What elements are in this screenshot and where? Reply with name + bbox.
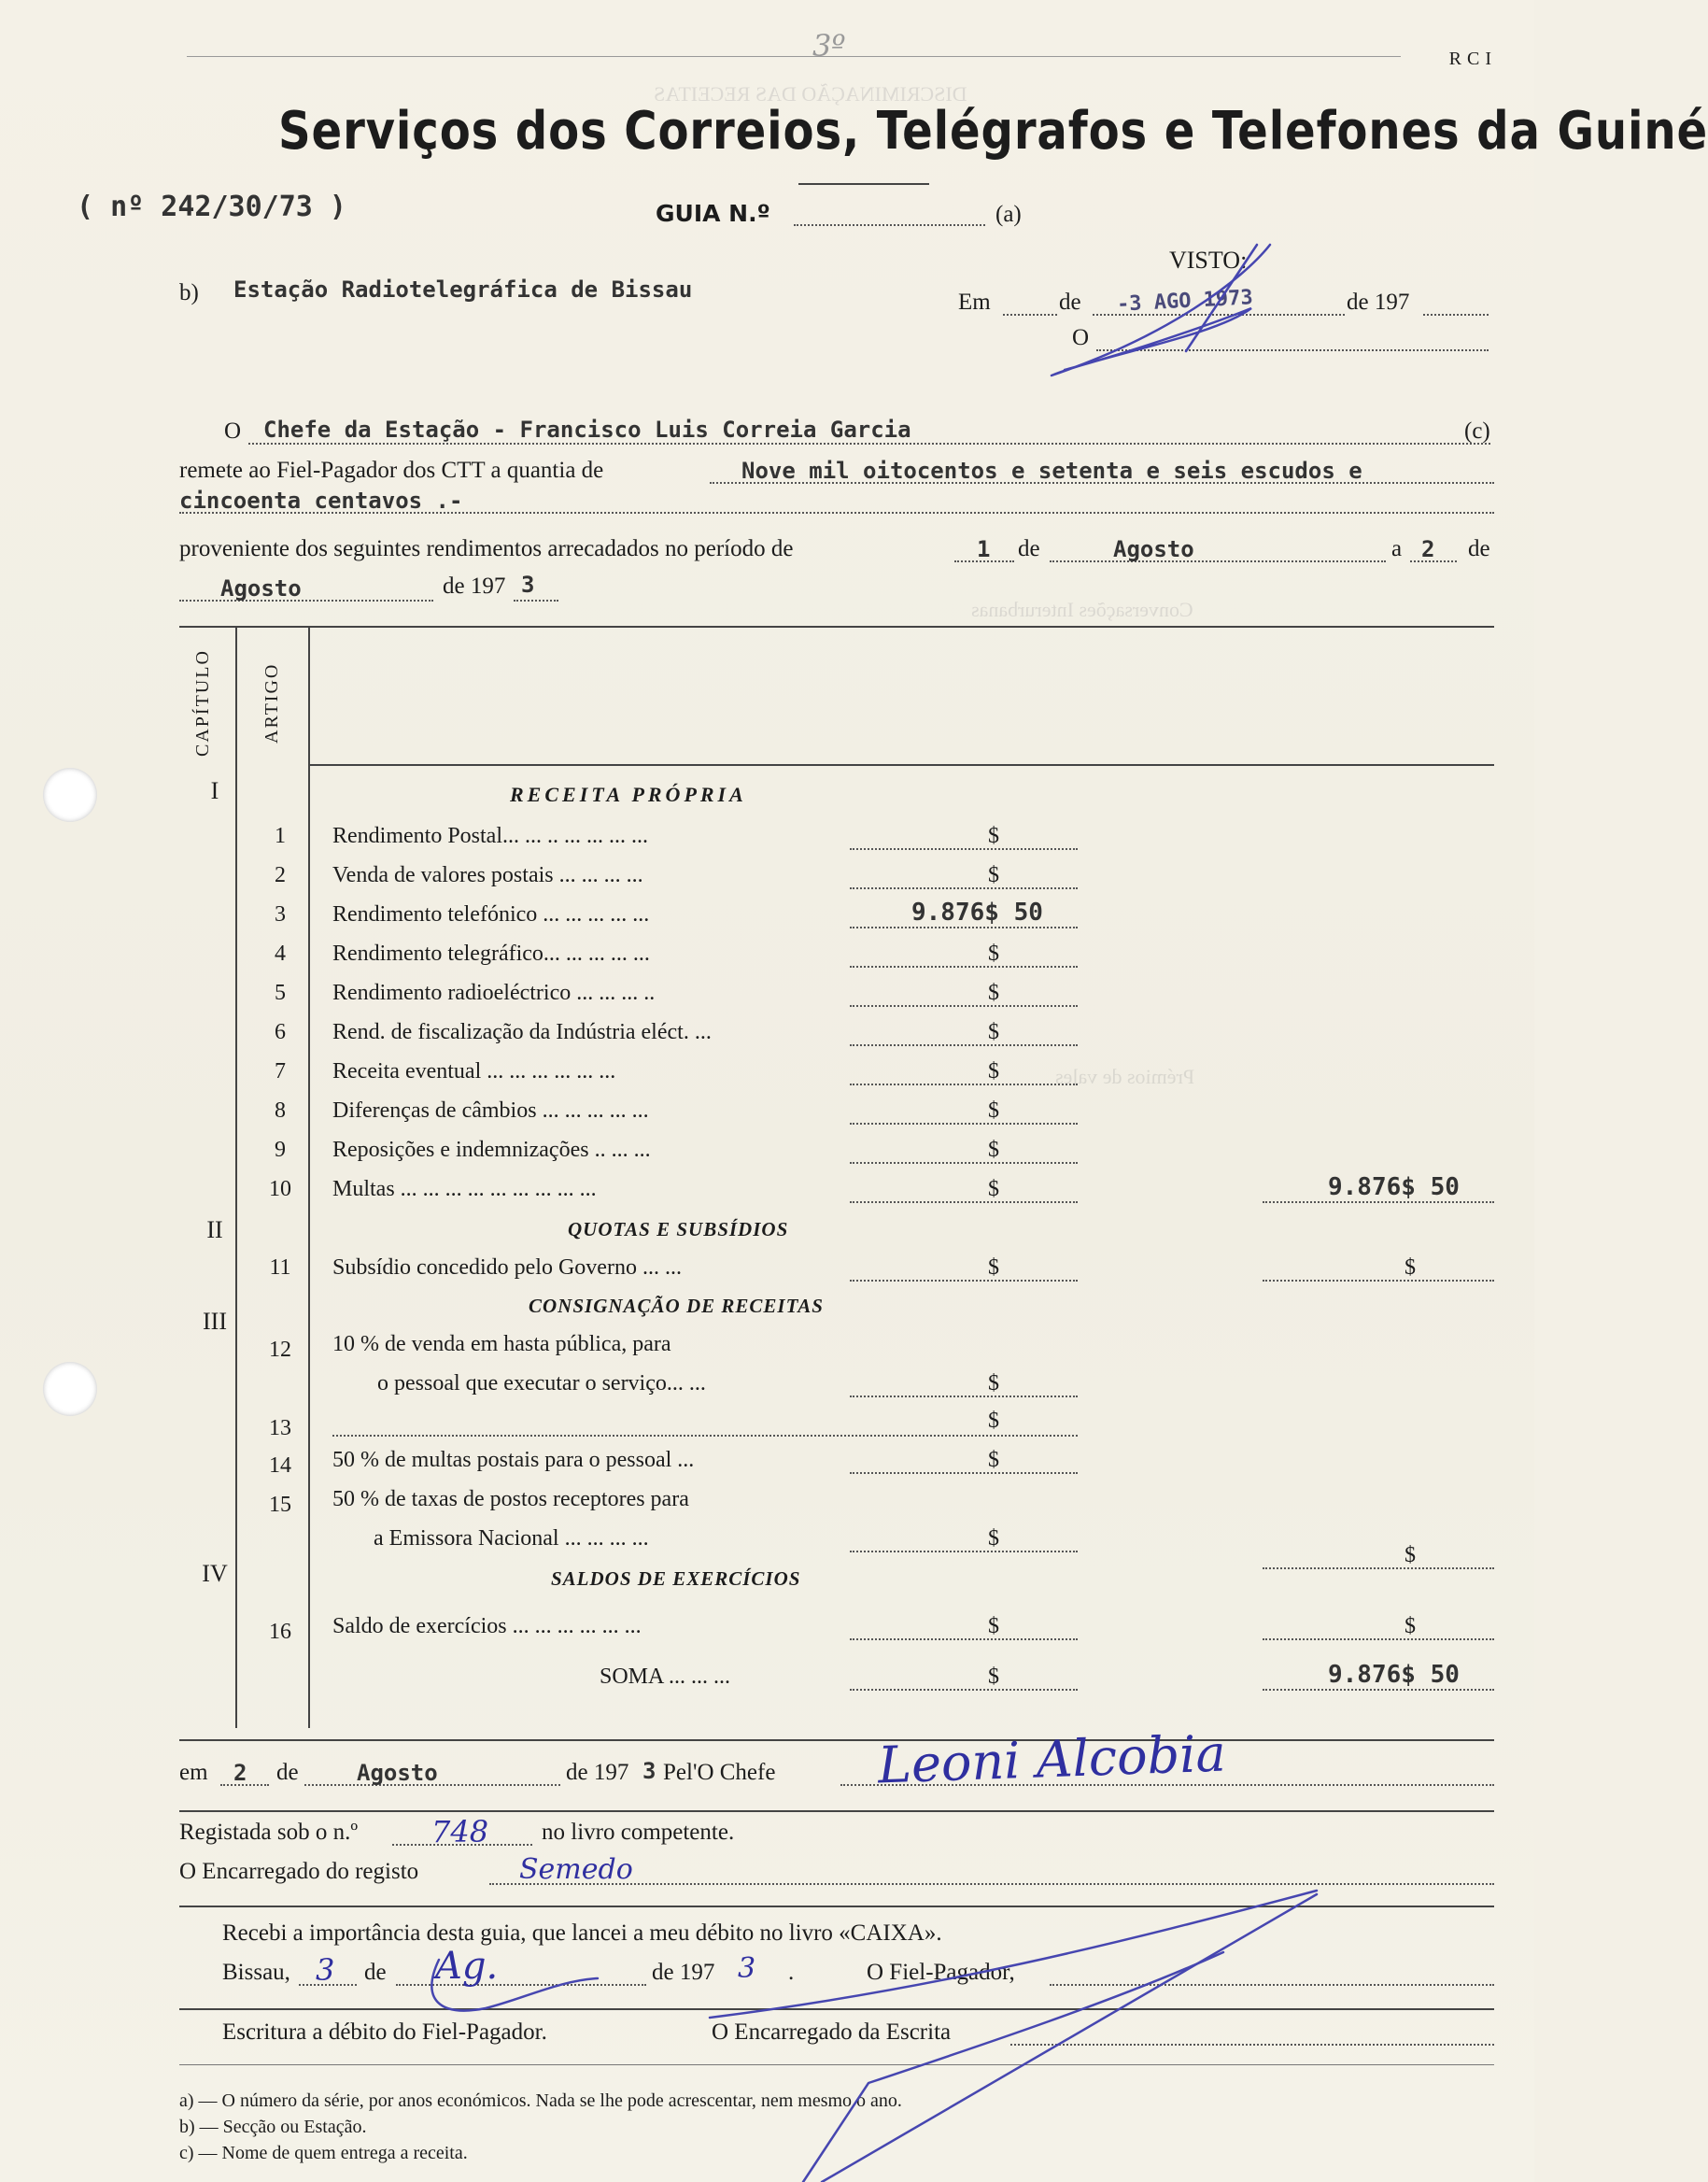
registo-suffix: no livro competente.: [542, 1820, 735, 1845]
row-label: Rendimento radioeléctrico ... ... ... ..: [332, 981, 656, 1005]
row-label: Rend. de fiscalização da Indústria eléct. ...: [332, 1020, 712, 1044]
reference-number: ( nº 242/30/73 ): [77, 191, 346, 223]
guia-note: (a): [995, 202, 1022, 227]
visto-label: VISTO:: [1169, 247, 1248, 274]
guia-label: GUIA N.º: [656, 200, 770, 227]
sender-o-label: O: [224, 418, 242, 444]
amount-words-line1: Nove mil oitocentos e setenta e seis escudos e: [741, 458, 1362, 484]
recebi-month-stroke: [431, 1960, 598, 2011]
row-number: 10: [269, 1177, 291, 1201]
row-number: 1: [275, 824, 286, 848]
row-number: 14: [269, 1453, 291, 1478]
form-code: RCI: [1448, 49, 1497, 69]
footnote-c: c) — Nome de quem entrega a receita.: [179, 2143, 468, 2163]
sig-em-label: em: [179, 1760, 208, 1785]
row-currency: $: [988, 1059, 999, 1084]
footnote-a: a) — O número da série, por anos económicos. Nada se lhe pode acrescentar, nem mesmo o ano.: [179, 2090, 902, 2111]
row-number: 5: [275, 981, 286, 1005]
escritura-left: Escritura a débito do Fiel-Pagador.: [222, 2019, 547, 2045]
bleed-through-text: Prémios de vales: [1055, 1065, 1195, 1088]
row-label: Diferenças de câmbios ... ... ... ... ...: [332, 1098, 649, 1123]
registo-number: 748: [431, 1814, 489, 1849]
row-label: 50 % de taxas de postos receptores para: [332, 1487, 689, 1511]
period-a-label: a: [1391, 536, 1403, 561]
row-label: Receita eventual ... ... ... ... ... ...: [332, 1059, 616, 1084]
fiel-pagador-label: O Fiel-Pagador,: [867, 1960, 1015, 1985]
row-label: Rendimento telegráfico... ... ... ... ...: [332, 942, 650, 966]
row-label: Multas ... ... ... ... ... ... ... ... ...: [332, 1177, 597, 1201]
chapter-I: I: [210, 777, 219, 804]
chapter-II: II: [206, 1216, 223, 1243]
visto-em-label: Em: [958, 290, 991, 315]
row-number: 4: [275, 942, 286, 966]
sender-value: Chefe da Estação - Francisco Luis Correia Garcia: [263, 417, 911, 443]
recebi-de-label: de: [364, 1960, 387, 1985]
corner-mark: 3º: [812, 28, 846, 64]
chapter-IV: IV: [202, 1560, 228, 1587]
row-currency: $: [988, 1098, 999, 1123]
section-receita-propria: RECEITA PRÓPRIA: [510, 783, 747, 806]
document-page: DISCRIMINAÇÃO DAS RECEITAS Conversações Interurbanas Prémios de vales 3º RCI Serviços dos Correios, Telégrafos e Telefones da Guiné ( nº 242/30/73 ) GUIA N.º (a) VISTO: Em de -3 AGO 1973 de 197 O b) Estação Radiotelegráfica de Bissau O Chefe da Estação - Francisco Luis Correia Garcia (c) remete ao Fiel-Pagador dos CTT a quantia de Nove mil oitocentos e setenta e seis escudos e cincoenta centavos .- proveniente dos seguintes rendimentos arrecadados no período de 1 de Agosto a 2 de Agosto de 197 3 CAPÍTULO ARTIGO I II III IV RECEITA PRÓPRIA QUOTAS E SUBSÍDIOS CONSIGNAÇÃO DE RECEITAS SALDOS DE EXERCÍCIOS 1 Rendimento Postal... ... .. ... ... ... ... $ 2 Venda de valores postais ... ... ... ... $ 3 Rendimento telefónico ... ... ... ... ... 9.876$ 50 4 Rendimento telegráfico... ... ... ... ... $ 5 Rendimento radioeléctrico ... ... ... .. $ 6 Rend. de fiscalização da Indústria eléct. ... $ 7 Receita eventual ... ... ... ... ... ... $ 8 Diferenças de câmbios ... ... ... ... ... $ 9 Reposições e indemnizações .. ... ... $ 10 Multas ... ... ... ... ... ... ... ... ... $ 9.876$ 50 11 Subsídio concedido pelo Governo ... ... $ $ 12 10 % de venda em hasta pública, para o pessoal que executar o serviço... ... $ 13 $ 14 50 % de multas postais para o pessoal ... $ 15 50 % de taxas de postos receptores para a Emissora Nacional ... ... ... ... $ $ 16 Saldo de exercícios ... ... ... ... ... ... $ $ SOMA ... ... ... $ 9.876$ 50 em 2 de Agosto de 197 3 Pel'O Chefe Leoni Alcobia Registada sob o n.º 748 no livro competente. O Encarregado do registo Semedo Recebi a importância desta guia, que lancei a meu débito no livro «CAIXA». Bissau, 3 de Ag. de 197 3 . O Fiel-Pagador, Escritura a débito do Fiel-Pagador. O Encarregado da Escrita a) — O número da série, por anos económicos. Nada se lhe pode acrescentar, nem mesmo o ano. b) — Secção ou Estação. c) — Nome de quem entrega a receita.: [0, 0, 1534, 2182]
recebi-line: Recebi a importância desta guia, que lancei a meu débito no livro «CAIXA».: [222, 1920, 942, 1946]
row-number: 9: [275, 1138, 286, 1162]
row-label: Venda de valores postais ... ... ... ...: [332, 863, 643, 887]
row-currency: $: [988, 1448, 999, 1472]
sig-de-label: de: [276, 1760, 299, 1785]
row-label-continued: o pessoal que executar o serviço... ...: [377, 1371, 706, 1396]
visto-signature-stroke: [1186, 245, 1257, 351]
row-currency: $: [988, 981, 999, 1005]
row-label: 50 % de multas postais para o pessoal ...: [332, 1448, 695, 1472]
row-number: 7: [275, 1059, 286, 1084]
row-number: 15: [269, 1493, 291, 1517]
section-consignacao: CONSIGNAÇÃO DE RECEITAS: [529, 1295, 824, 1317]
station-label: b): [179, 280, 199, 305]
period-to-day: 2: [1421, 536, 1435, 562]
page-title: Serviços dos Correios, Telégrafos e Telefones da Guiné: [278, 101, 1708, 162]
chapter-III: III: [203, 1308, 227, 1335]
period-from-day: 1: [977, 536, 991, 562]
remete-label: remete ao Fiel-Pagador dos CTT a quantia de: [179, 458, 604, 483]
recebi-place: Bissau,: [222, 1960, 290, 1985]
sig-year-digit: 3: [642, 1758, 656, 1784]
column-header-capitulo: CAPÍTULO: [192, 649, 213, 757]
row-number: 16: [269, 1620, 291, 1644]
soma-total: 9.876$ 50: [1328, 1661, 1460, 1689]
chapter-currency: $: [1405, 1543, 1416, 1567]
row-currency: $: [988, 863, 999, 887]
period-de-label-2: de: [1468, 536, 1490, 561]
chapter-currency: $: [1405, 1614, 1416, 1638]
sig-month: Agosto: [357, 1760, 438, 1786]
registo-label: Registada sob o n.º: [179, 1820, 359, 1845]
row-currency: $: [988, 1614, 999, 1638]
row-amount-value: 9.876$ 50: [911, 899, 1043, 927]
row-currency: $: [988, 1138, 999, 1162]
period-year-digit: 3: [521, 572, 535, 598]
visto-signature-stroke: [1052, 245, 1270, 375]
row-label: Rendimento Postal... ... .. ... ... ... ...: [332, 824, 648, 848]
row-label: 10 % de venda em hasta pública, para: [332, 1332, 671, 1356]
visto-year-label: de 197: [1347, 290, 1410, 315]
encarregado-registo-label: O Encarregado do registo: [179, 1859, 419, 1884]
bleed-through-text: DISCRIMINAÇÃO DAS RECEITAS: [654, 82, 967, 106]
row-number: 2: [275, 863, 286, 887]
chapter-I-total: 9.876$ 50: [1328, 1173, 1460, 1201]
sig-day: 2: [233, 1760, 247, 1786]
sender-note: (c): [1464, 418, 1490, 444]
soma-currency: $: [988, 1665, 999, 1689]
period-label: proveniente dos seguintes rendimentos arrecadados no período de: [179, 536, 794, 561]
row-label: Reposições e indemnizações .. ... ...: [332, 1138, 651, 1162]
row-number: 8: [275, 1098, 286, 1123]
period-de-label: de: [1018, 536, 1040, 561]
fiel-pagador-signature-stroke: [710, 1891, 1317, 2182]
recebi-day: 3: [316, 1952, 335, 1988]
soma-label: SOMA ... ... ...: [600, 1665, 731, 1689]
visto-de-label: de: [1059, 290, 1081, 315]
row-label-continued: a Emissora Nacional ... ... ... ...: [374, 1526, 649, 1551]
row-label: Rendimento telefónico ... ... ... ... ...: [332, 902, 650, 927]
amount-words-line2: cincoenta centavos .-: [179, 488, 463, 514]
row-number: 13: [269, 1416, 291, 1440]
visto-date-stamp: -3 AGO 1973: [1116, 286, 1254, 317]
row-number: 11: [269, 1255, 291, 1280]
encarregado-registo-signature: Semedo: [519, 1853, 633, 1886]
row-currency: $: [988, 1409, 999, 1433]
period-to-month: Agosto: [220, 575, 302, 602]
chefe-signature: Leoni Alcobia: [877, 1723, 1227, 1795]
sig-chefe-label: Pel'O Chefe: [663, 1760, 776, 1785]
row-currency: $: [988, 1371, 999, 1396]
visto-o-label: O: [1072, 325, 1090, 350]
period-from-month: Agosto: [1113, 536, 1194, 562]
row-currency: $: [988, 1526, 999, 1551]
row-currency: $: [988, 1020, 999, 1044]
escritura-right: O Encarregado da Escrita: [712, 2019, 952, 2045]
row-number: 3: [275, 902, 286, 927]
section-saldos: SALDOS DE EXERCÍCIOS: [551, 1567, 801, 1590]
column-header-artigo: ARTIGO: [261, 662, 282, 744]
recebi-month: Ag.: [435, 1945, 499, 1988]
row-currency: $: [988, 942, 999, 966]
section-quotas: QUOTAS E SUBSÍDIOS: [568, 1218, 789, 1240]
row-label: Saldo de exercícios ... ... ... ... ... ...: [332, 1614, 642, 1638]
row-number: 12: [269, 1338, 291, 1362]
row-label: Subsídio concedido pelo Governo ... ...: [332, 1255, 682, 1280]
encarregado-escrita-signature-stroke: [803, 1952, 1223, 2182]
footnote-b: b) — Secção ou Estação.: [179, 2117, 367, 2137]
row-currency: $: [988, 824, 999, 848]
row-number: 6: [275, 1020, 286, 1044]
row-currency: $: [988, 1255, 999, 1280]
recebi-year-label: de 197: [652, 1960, 715, 1985]
station-value: Estação Radiotelegráfica de Bissau: [233, 276, 693, 303]
recebi-year-digit: 3: [738, 1952, 756, 1985]
sig-year-label: de 197: [566, 1760, 629, 1785]
bleed-through-text: Conversações Interurbanas: [971, 598, 1193, 621]
chapter-currency: $: [1405, 1255, 1416, 1280]
period-year-label: de 197: [443, 574, 506, 599]
row-currency: $: [988, 1177, 999, 1201]
